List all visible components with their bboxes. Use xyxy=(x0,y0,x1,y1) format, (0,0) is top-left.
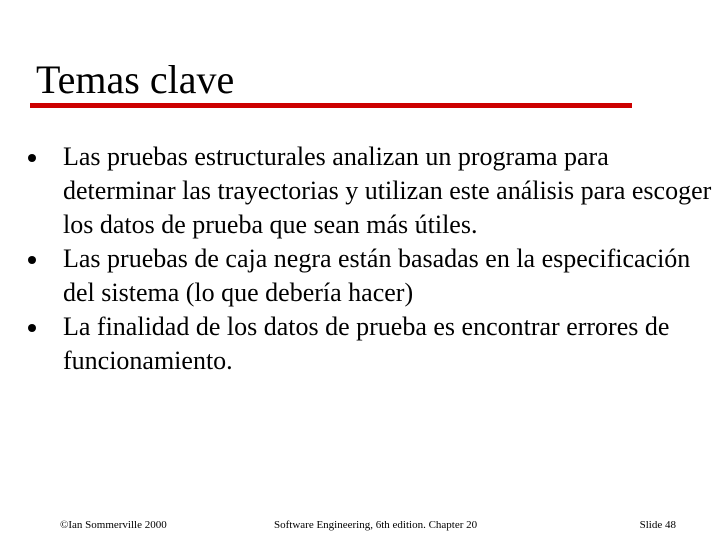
bullet-text: Las pruebas de caja negra están basadas en la especificación del sistema (lo que debería hacer) xyxy=(63,244,691,307)
bullet-text: La finalidad de los datos de prueba es encontrar errores de funcionamiento. xyxy=(63,312,670,375)
bullet-text: Las pruebas estructurales analizan un programa para determinar las trayectorias y utilizan este análisis para escoger los datos de prueba que sean más útiles. xyxy=(63,142,712,239)
footer-slide-number: Slide 48 xyxy=(639,519,676,531)
bullet-item xyxy=(0,140,720,242)
bullet-item xyxy=(0,310,720,378)
bullet-list xyxy=(0,140,720,378)
footer-copyright: ©Ian Sommerville 2000 xyxy=(60,519,167,531)
bullet-dot-icon xyxy=(28,324,36,332)
footer-book-info: Software Engineering, 6th edition. Chapter 20 xyxy=(274,519,478,531)
bullet-dot-icon xyxy=(28,154,36,162)
slide-title: Temas clave xyxy=(36,57,235,102)
bullet-dot-icon xyxy=(28,256,36,264)
title-underline xyxy=(30,103,632,108)
bullet-item xyxy=(0,242,720,310)
